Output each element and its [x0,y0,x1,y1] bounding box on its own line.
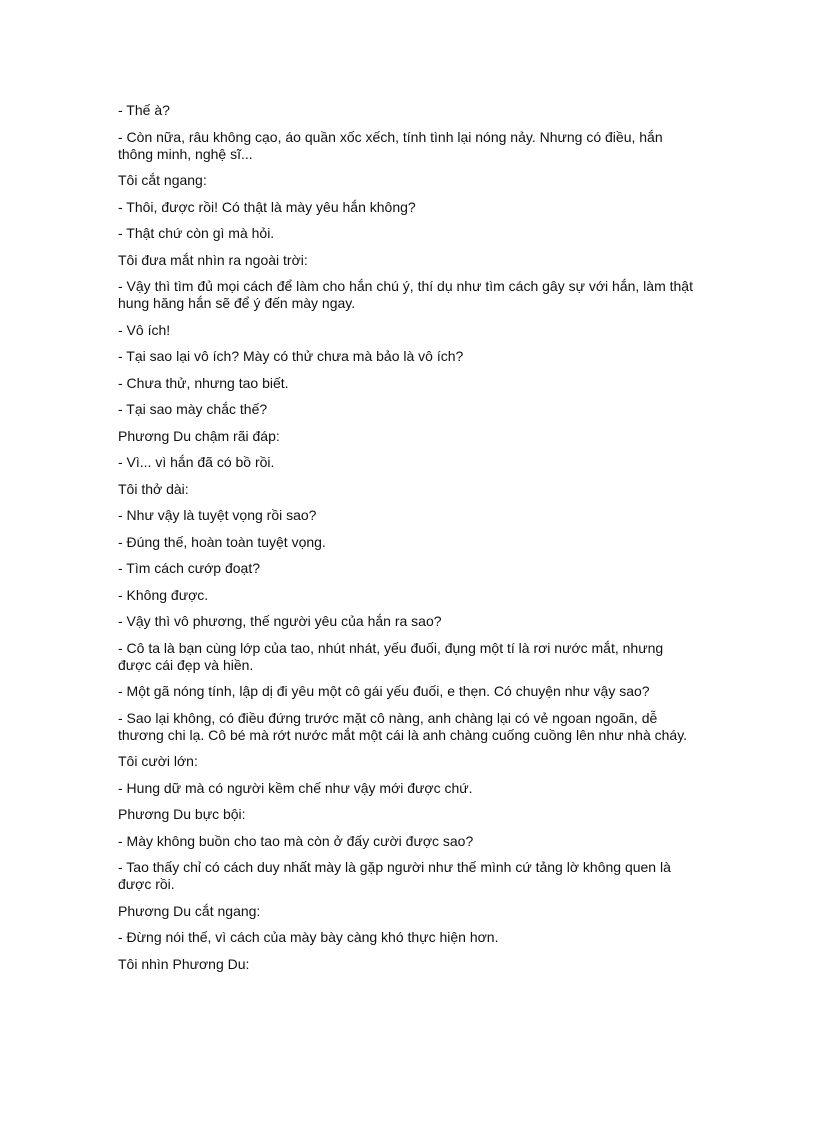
paragraph: Tôi thở dài: [118,480,189,497]
document-body [118,102,700,982]
paragraph: Tôi nhìn Phương Du: [118,955,250,972]
paragraph: - Vì... vì hắn đã có bồ rồi. [118,454,275,470]
paragraph: Phương Du chậm rãi đáp: [118,427,280,444]
paragraph: - Mày không buồn cho tao mà còn ở đấy cười được sao? [118,832,474,849]
paragraph: - Một gã nóng tính, lập dị đi yêu một cô gái yếu đuối, e thẹn. Có chuyện như vậy sao? [118,683,650,699]
paragraph: - Đừng nói thế, vì cách của mày bày càng khó thực hiện hơn. [118,929,499,945]
paragraph: - Như vậy là tuyệt vọng rồi sao? [118,507,317,523]
paragraph: - Còn nữa, râu không cạo, áo quần xốc xếch, tính tình lại nóng nảy. Nhưng có điều, hắn thông minh, nghệ sĩ... [118,128,663,162]
paragraph: - Thế à? [118,102,170,118]
paragraph: - Tại sao lại vô ích? Mày có thử chưa mà bảo là vô ích? [118,348,464,364]
paragraph: Tôi cười lớn: [118,753,198,769]
paragraph: - Vậy thì vô phương, thế người yêu của hắn ra sao? [118,613,442,629]
paragraph: - Tìm cách cướp đoạt? [118,560,261,576]
paragraph: - Tao thấy chỉ có cách duy nhất mày là gặp người như thế mình cứ tảng lờ không quen là được rồi. [118,859,671,892]
paragraph: - Đúng thế, hoàn toàn tuyệt vọng. [118,533,326,550]
paragraph: - Vô ích! [118,321,171,338]
paragraph: Phương Du cắt ngang: [118,902,261,919]
paragraph: - Sao lại không, có điều đứng trước mặt cô nàng, anh chàng lại có vẻ ngoan ngoãn, dễ thương chi lạ. Cô bé mà rớt nước mắt một cái là anh chàng cuống cuồng lên như nhà cháy. [118,709,688,743]
paragraph: Tôi đưa mắt nhìn ra ngoài trời: [118,251,308,268]
paragraph: Phương Du bực bội: [118,806,246,822]
paragraph: - Thật chứ còn gì mà hỏi. [118,225,275,241]
paragraph: - Tại sao mày chắc thế? [118,401,268,417]
paragraph: - Thôi, được rồi! Có thật là mày yêu hắn không? [118,198,416,215]
paragraph: - Vậy thì tìm đủ mọi cách để làm cho hắn chú ý, thí dụ như tìm cách gây sự với hắn, làm thật hung hăng hắn sẽ để ý đến mày ngay. [118,278,693,311]
paragraph: - Cô ta là bạn cùng lớp của tao, nhút nhát, yếu đuối, đụng một tí là rơi nước mắt, nhưng được cái đẹp và hiền. [118,639,664,673]
paragraph: - Hung dữ mà có người kềm chế như vậy mới được chứ. [118,779,473,796]
paragraph: - Không được. [118,586,209,603]
paragraph: - Chưa thử, nhưng tao biết. [118,374,289,391]
paragraph: Tôi cắt ngang: [118,172,207,188]
